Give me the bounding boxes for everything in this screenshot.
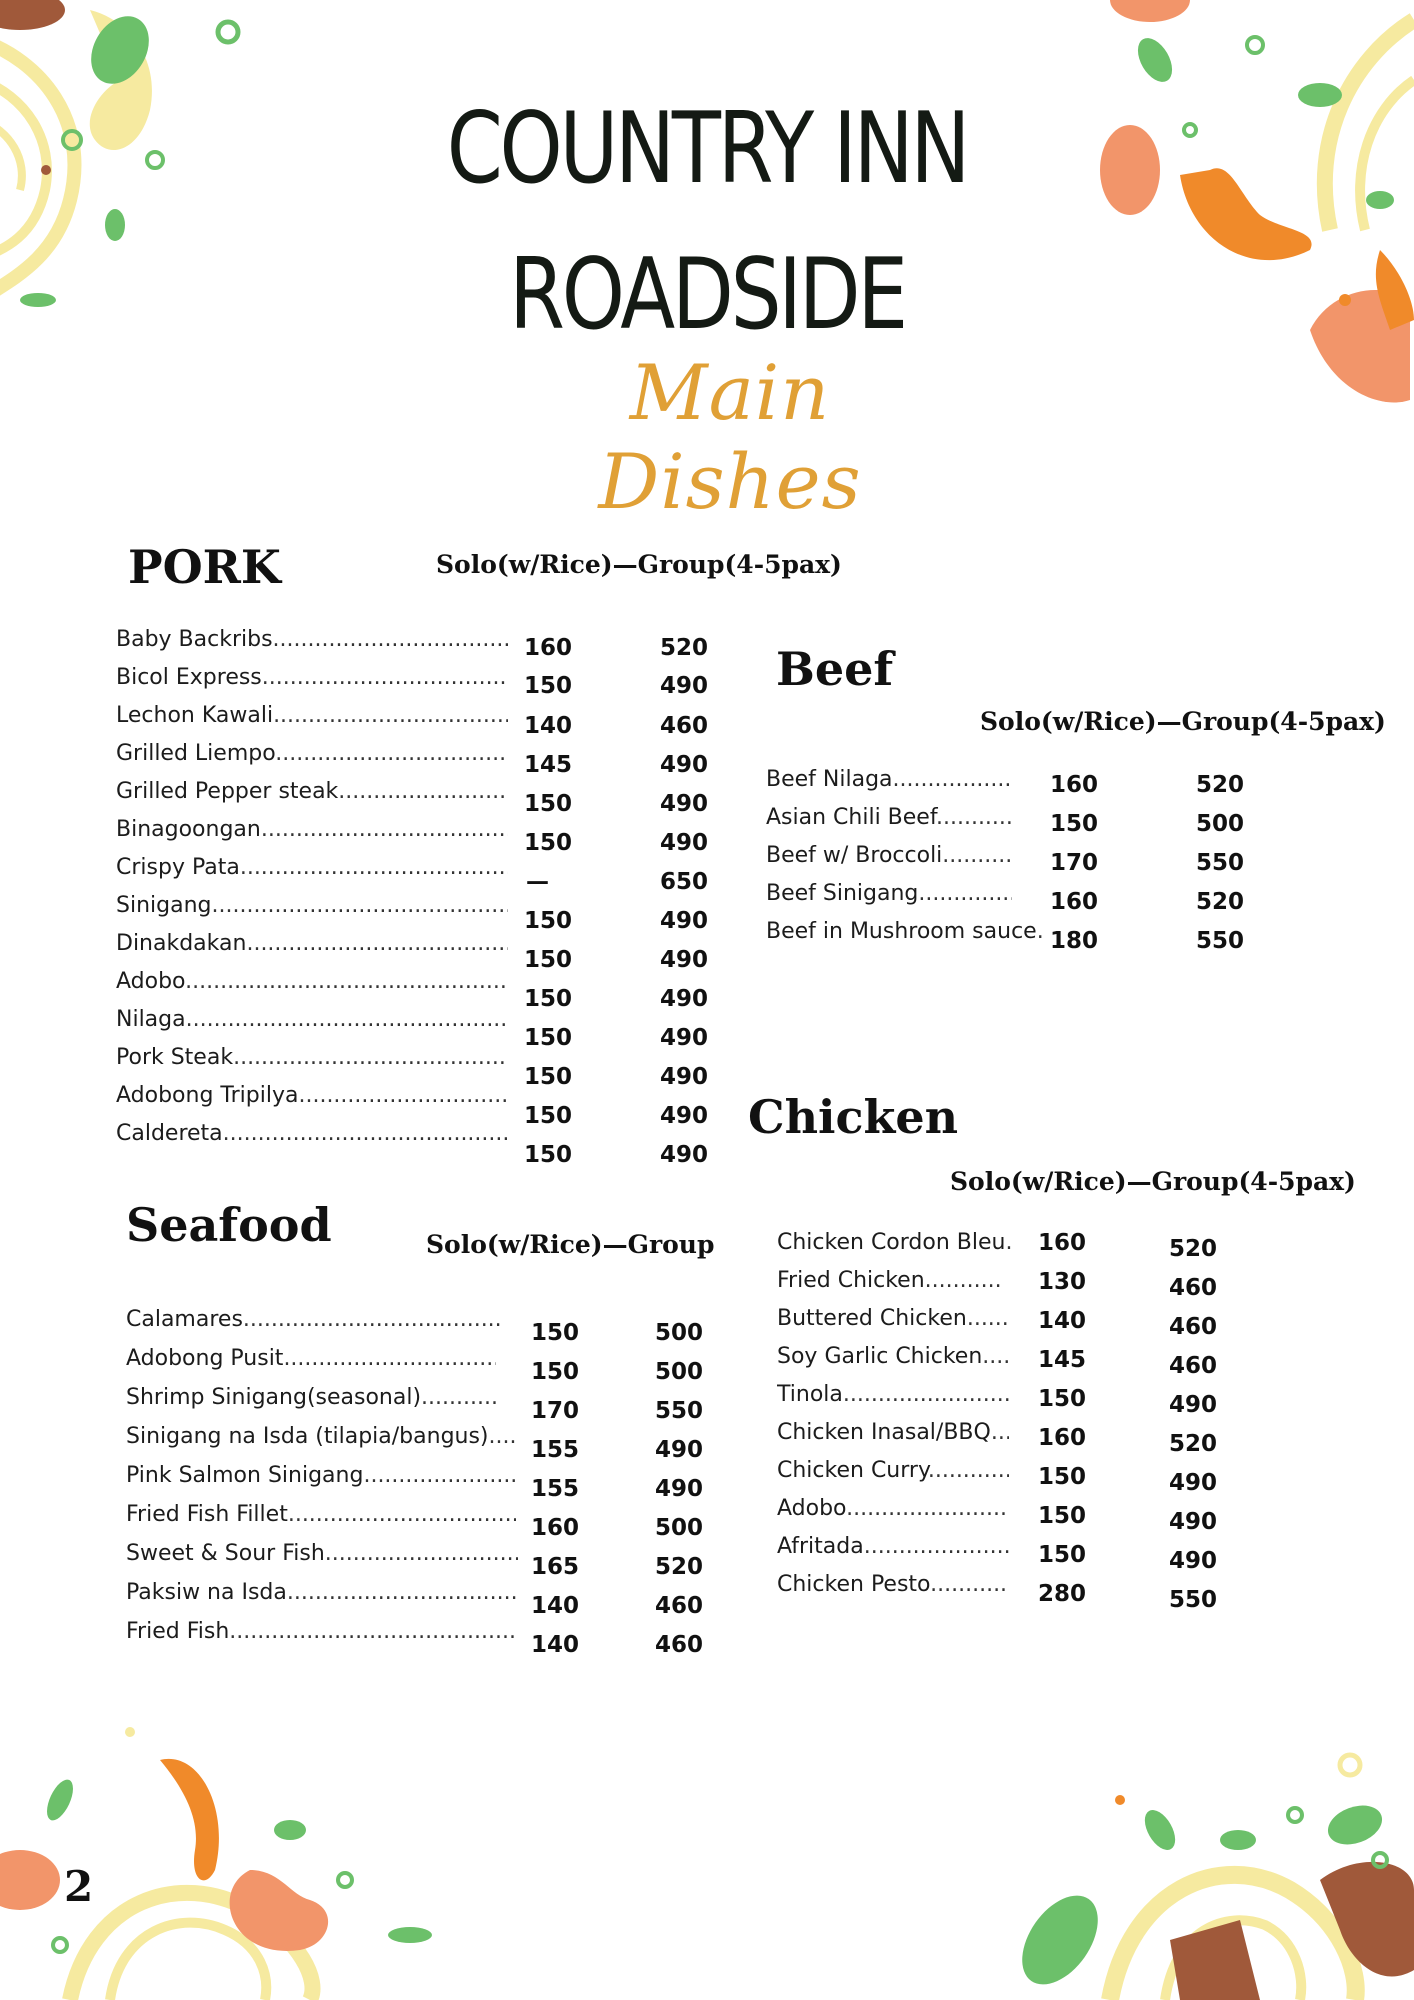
group-price: 490 — [1169, 1509, 1218, 1535]
beef-column-header: Solo(w/Rice)—Group(4-5pax) — [980, 707, 1386, 736]
group-price: 520 — [660, 635, 709, 661]
solo-price: 160 — [524, 635, 573, 661]
menu-item — [116, 891, 716, 934]
item-name: Adobo ..... — [116, 967, 508, 997]
menu-item — [116, 1043, 716, 1090]
solo-price: 140 — [524, 713, 573, 739]
solo-price: 155 — [531, 1476, 580, 1502]
section-heading-pork: PORK — [128, 540, 281, 594]
item-name: Dinakdakan ..... — [116, 929, 508, 959]
menu-item — [116, 625, 716, 661]
menu-item — [126, 1539, 726, 1580]
menu-item — [777, 1532, 1257, 1574]
menu-item — [766, 879, 1266, 915]
group-price: 520 — [1196, 889, 1245, 915]
item-name: Beef w/ Broccoli ..... — [766, 841, 1012, 871]
solo-price: — — [526, 869, 549, 895]
menu-item — [126, 1344, 726, 1385]
item-name: Adobong Pusit ..... — [126, 1344, 496, 1374]
item-name: Sinigang ..... — [116, 891, 508, 921]
menu-item — [126, 1578, 726, 1619]
menu-item — [116, 739, 716, 778]
menu-item — [116, 1119, 716, 1168]
menu-item — [116, 967, 716, 1012]
menu-item — [777, 1380, 1257, 1418]
group-price: 460 — [655, 1593, 704, 1619]
group-price: 490 — [660, 1142, 709, 1168]
group-price: 460 — [1169, 1275, 1218, 1301]
menu-item — [126, 1305, 726, 1346]
solo-price: 150 — [1038, 1503, 1087, 1529]
item-name: Bicol Express ..... — [116, 663, 508, 693]
group-price: 460 — [655, 1632, 704, 1658]
group-price: 490 — [1169, 1470, 1218, 1496]
item-name: Fried Fish Fillet ..... — [126, 1500, 516, 1530]
solo-price: 150 — [1050, 811, 1099, 837]
group-price: 500 — [655, 1515, 704, 1541]
menu-item — [777, 1418, 1257, 1457]
item-name: Sweet & Sour Fish ..... — [126, 1539, 518, 1569]
menu-item — [126, 1617, 726, 1658]
menu-item — [116, 663, 716, 699]
item-name: Chicken Inasal/BBQ ..... — [777, 1418, 1009, 1448]
menu-item — [777, 1456, 1257, 1496]
item-name: Buttered Chicken ..... — [777, 1304, 1007, 1334]
solo-price: 150 — [524, 1064, 573, 1090]
group-price: 550 — [1196, 850, 1245, 876]
solo-price: 140 — [531, 1632, 580, 1658]
item-name: Nilaga ..... — [116, 1005, 508, 1035]
menu-item — [766, 803, 1266, 837]
solo-price: 150 — [524, 1103, 573, 1129]
solo-price: 140 — [531, 1593, 580, 1619]
group-price: 490 — [660, 1064, 709, 1090]
item-name: Caldereta ..... — [116, 1119, 508, 1149]
group-price: 490 — [660, 947, 709, 973]
menu-item — [116, 1081, 716, 1129]
group-price: 460 — [660, 713, 709, 739]
group-price: 550 — [1196, 928, 1245, 954]
solo-price: 150 — [524, 947, 573, 973]
group-price: 490 — [660, 791, 709, 817]
group-price: 460 — [1169, 1353, 1218, 1379]
menu-item — [777, 1228, 1257, 1262]
item-name: Beef Sinigang ..... — [766, 879, 1012, 909]
item-name: Lechon Kawali ..... — [116, 701, 508, 731]
solo-price: 160 — [1050, 772, 1099, 798]
item-name: Chicken Curry ..... — [777, 1456, 1009, 1486]
menu-item — [766, 765, 1266, 798]
group-price: 520 — [1169, 1236, 1218, 1262]
group-price: 500 — [655, 1359, 704, 1385]
solo-price: 155 — [531, 1437, 580, 1463]
item-name: Adobo ..... — [777, 1494, 1009, 1524]
item-name: Beef Nilaga ..... — [766, 765, 1012, 795]
group-price: 550 — [1169, 1587, 1218, 1613]
menu-item — [126, 1500, 726, 1541]
item-name: Calamares ..... — [126, 1305, 501, 1335]
item-name: Adobong Tripilya ..... — [116, 1081, 508, 1111]
section-heading-beef: Beef — [776, 642, 894, 696]
group-price: 490 — [660, 986, 709, 1012]
menu-item — [116, 815, 716, 856]
item-name: Baby Backribs ..... — [116, 625, 508, 655]
item-name: Grilled Liempo ..... — [116, 739, 508, 769]
item-name: Crispy Pata ..... — [116, 853, 508, 883]
solo-price: 150 — [1038, 1386, 1087, 1412]
group-price: 490 — [660, 1103, 709, 1129]
solo-price: 150 — [531, 1320, 580, 1346]
menu-item — [777, 1304, 1257, 1340]
restaurant-name-line-1: COUNTRY INN — [446, 92, 968, 206]
solo-price: 150 — [524, 1142, 573, 1168]
menu-item — [116, 1005, 716, 1051]
item-name: Fried Fish ..... — [126, 1617, 518, 1647]
group-price: 490 — [660, 752, 709, 778]
solo-price: 130 — [1038, 1269, 1087, 1295]
solo-price: 150 — [1038, 1542, 1087, 1568]
solo-price: 170 — [1050, 850, 1099, 876]
group-price: 490 — [660, 830, 709, 856]
restaurant-name-line-2: ROADSIDE — [509, 238, 905, 352]
menu-item — [777, 1266, 1257, 1301]
solo-price: 150 — [524, 673, 573, 699]
menu-item — [766, 841, 1266, 876]
solo-price: 170 — [531, 1398, 580, 1424]
group-price: 490 — [660, 1025, 709, 1051]
section-heading-chicken: Chicken — [748, 1090, 959, 1144]
item-name: Afritada ..... — [777, 1532, 1009, 1562]
item-name: Chicken Pesto ..... — [777, 1570, 1009, 1600]
group-price: 520 — [1196, 772, 1245, 798]
item-name: Binagoongan ..... — [116, 815, 508, 845]
menu-item — [777, 1342, 1257, 1379]
group-price: 650 — [660, 869, 709, 895]
group-price: 500 — [1196, 811, 1245, 837]
item-name: Chicken Cordon Bleu ..... — [777, 1228, 1013, 1258]
menu-item — [116, 929, 716, 973]
section-heading-seafood: Seafood — [126, 1198, 332, 1252]
solo-price: 140 — [1038, 1308, 1087, 1334]
solo-price: 145 — [524, 752, 573, 778]
group-price: 460 — [1169, 1314, 1218, 1340]
menu-item — [126, 1461, 726, 1502]
solo-price: 150 — [531, 1359, 580, 1385]
menu-subtitle: Main Dishes — [598, 348, 862, 526]
menu-item — [126, 1422, 726, 1463]
solo-price: 165 — [531, 1554, 580, 1580]
solo-price: 160 — [531, 1515, 580, 1541]
item-name: Fried Chicken ..... — [777, 1266, 1003, 1296]
group-price: 490 — [1169, 1548, 1218, 1574]
group-price: 500 — [655, 1320, 704, 1346]
solo-price: 180 — [1050, 928, 1099, 954]
item-name: Beef in Mushroom sauce ..... — [766, 917, 1046, 947]
group-price: 490 — [660, 673, 709, 699]
page-number: 2 — [64, 1862, 94, 1911]
solo-price: 150 — [524, 908, 573, 934]
item-name: Tinola ..... — [777, 1380, 1009, 1410]
seafood-column-header: Solo(w/Rice)—Group — [426, 1230, 715, 1259]
item-name: Shrimp Sinigang(seasonal) ..... — [126, 1383, 498, 1413]
solo-price: 150 — [524, 791, 573, 817]
group-price: 520 — [655, 1554, 704, 1580]
item-name: Asian Chili Beef ..... — [766, 803, 1012, 833]
food-illustration-bottom-left — [0, 1720, 440, 2000]
menu-item — [777, 1494, 1257, 1535]
solo-price: 150 — [1038, 1464, 1087, 1490]
group-price: 490 — [655, 1437, 704, 1463]
group-price: 490 — [1169, 1392, 1218, 1418]
menu-item — [116, 853, 716, 895]
solo-price: 150 — [524, 1025, 573, 1051]
solo-price: 150 — [524, 830, 573, 856]
menu-item — [766, 917, 1266, 954]
menu-item — [126, 1383, 726, 1424]
solo-price: 160 — [1050, 889, 1099, 915]
menu-item — [116, 701, 716, 739]
pork-column-header: Solo(w/Rice)—Group(4-5pax) — [436, 550, 842, 579]
group-price: 550 — [655, 1398, 704, 1424]
group-price: 490 — [655, 1476, 704, 1502]
item-name: Grilled Pepper steak ..... — [116, 777, 508, 807]
item-name: Sinigang na Isda (tilapia/bangus) ..... — [126, 1422, 518, 1452]
menu-item — [777, 1570, 1257, 1613]
food-illustration-bottom-right — [960, 1740, 1414, 2000]
group-price: 490 — [660, 908, 709, 934]
item-name: Paksiw na Isda ..... — [126, 1578, 518, 1608]
solo-price: 145 — [1038, 1347, 1087, 1373]
chicken-column-header: Solo(w/Rice)—Group(4-5pax) — [950, 1167, 1356, 1196]
solo-price: 160 — [1038, 1425, 1087, 1451]
solo-price: 150 — [524, 986, 573, 1012]
menu-item — [116, 777, 716, 817]
item-name: Soy Garlic Chicken ..... — [777, 1342, 1009, 1372]
group-price: 520 — [1169, 1431, 1218, 1457]
solo-price: 280 — [1038, 1581, 1087, 1607]
solo-price: 160 — [1038, 1230, 1087, 1256]
item-name: Pink Salmon Sinigang ..... — [126, 1461, 516, 1491]
food-illustration-top-right — [1080, 0, 1414, 420]
item-name: Pork Steak ..... — [116, 1043, 508, 1073]
